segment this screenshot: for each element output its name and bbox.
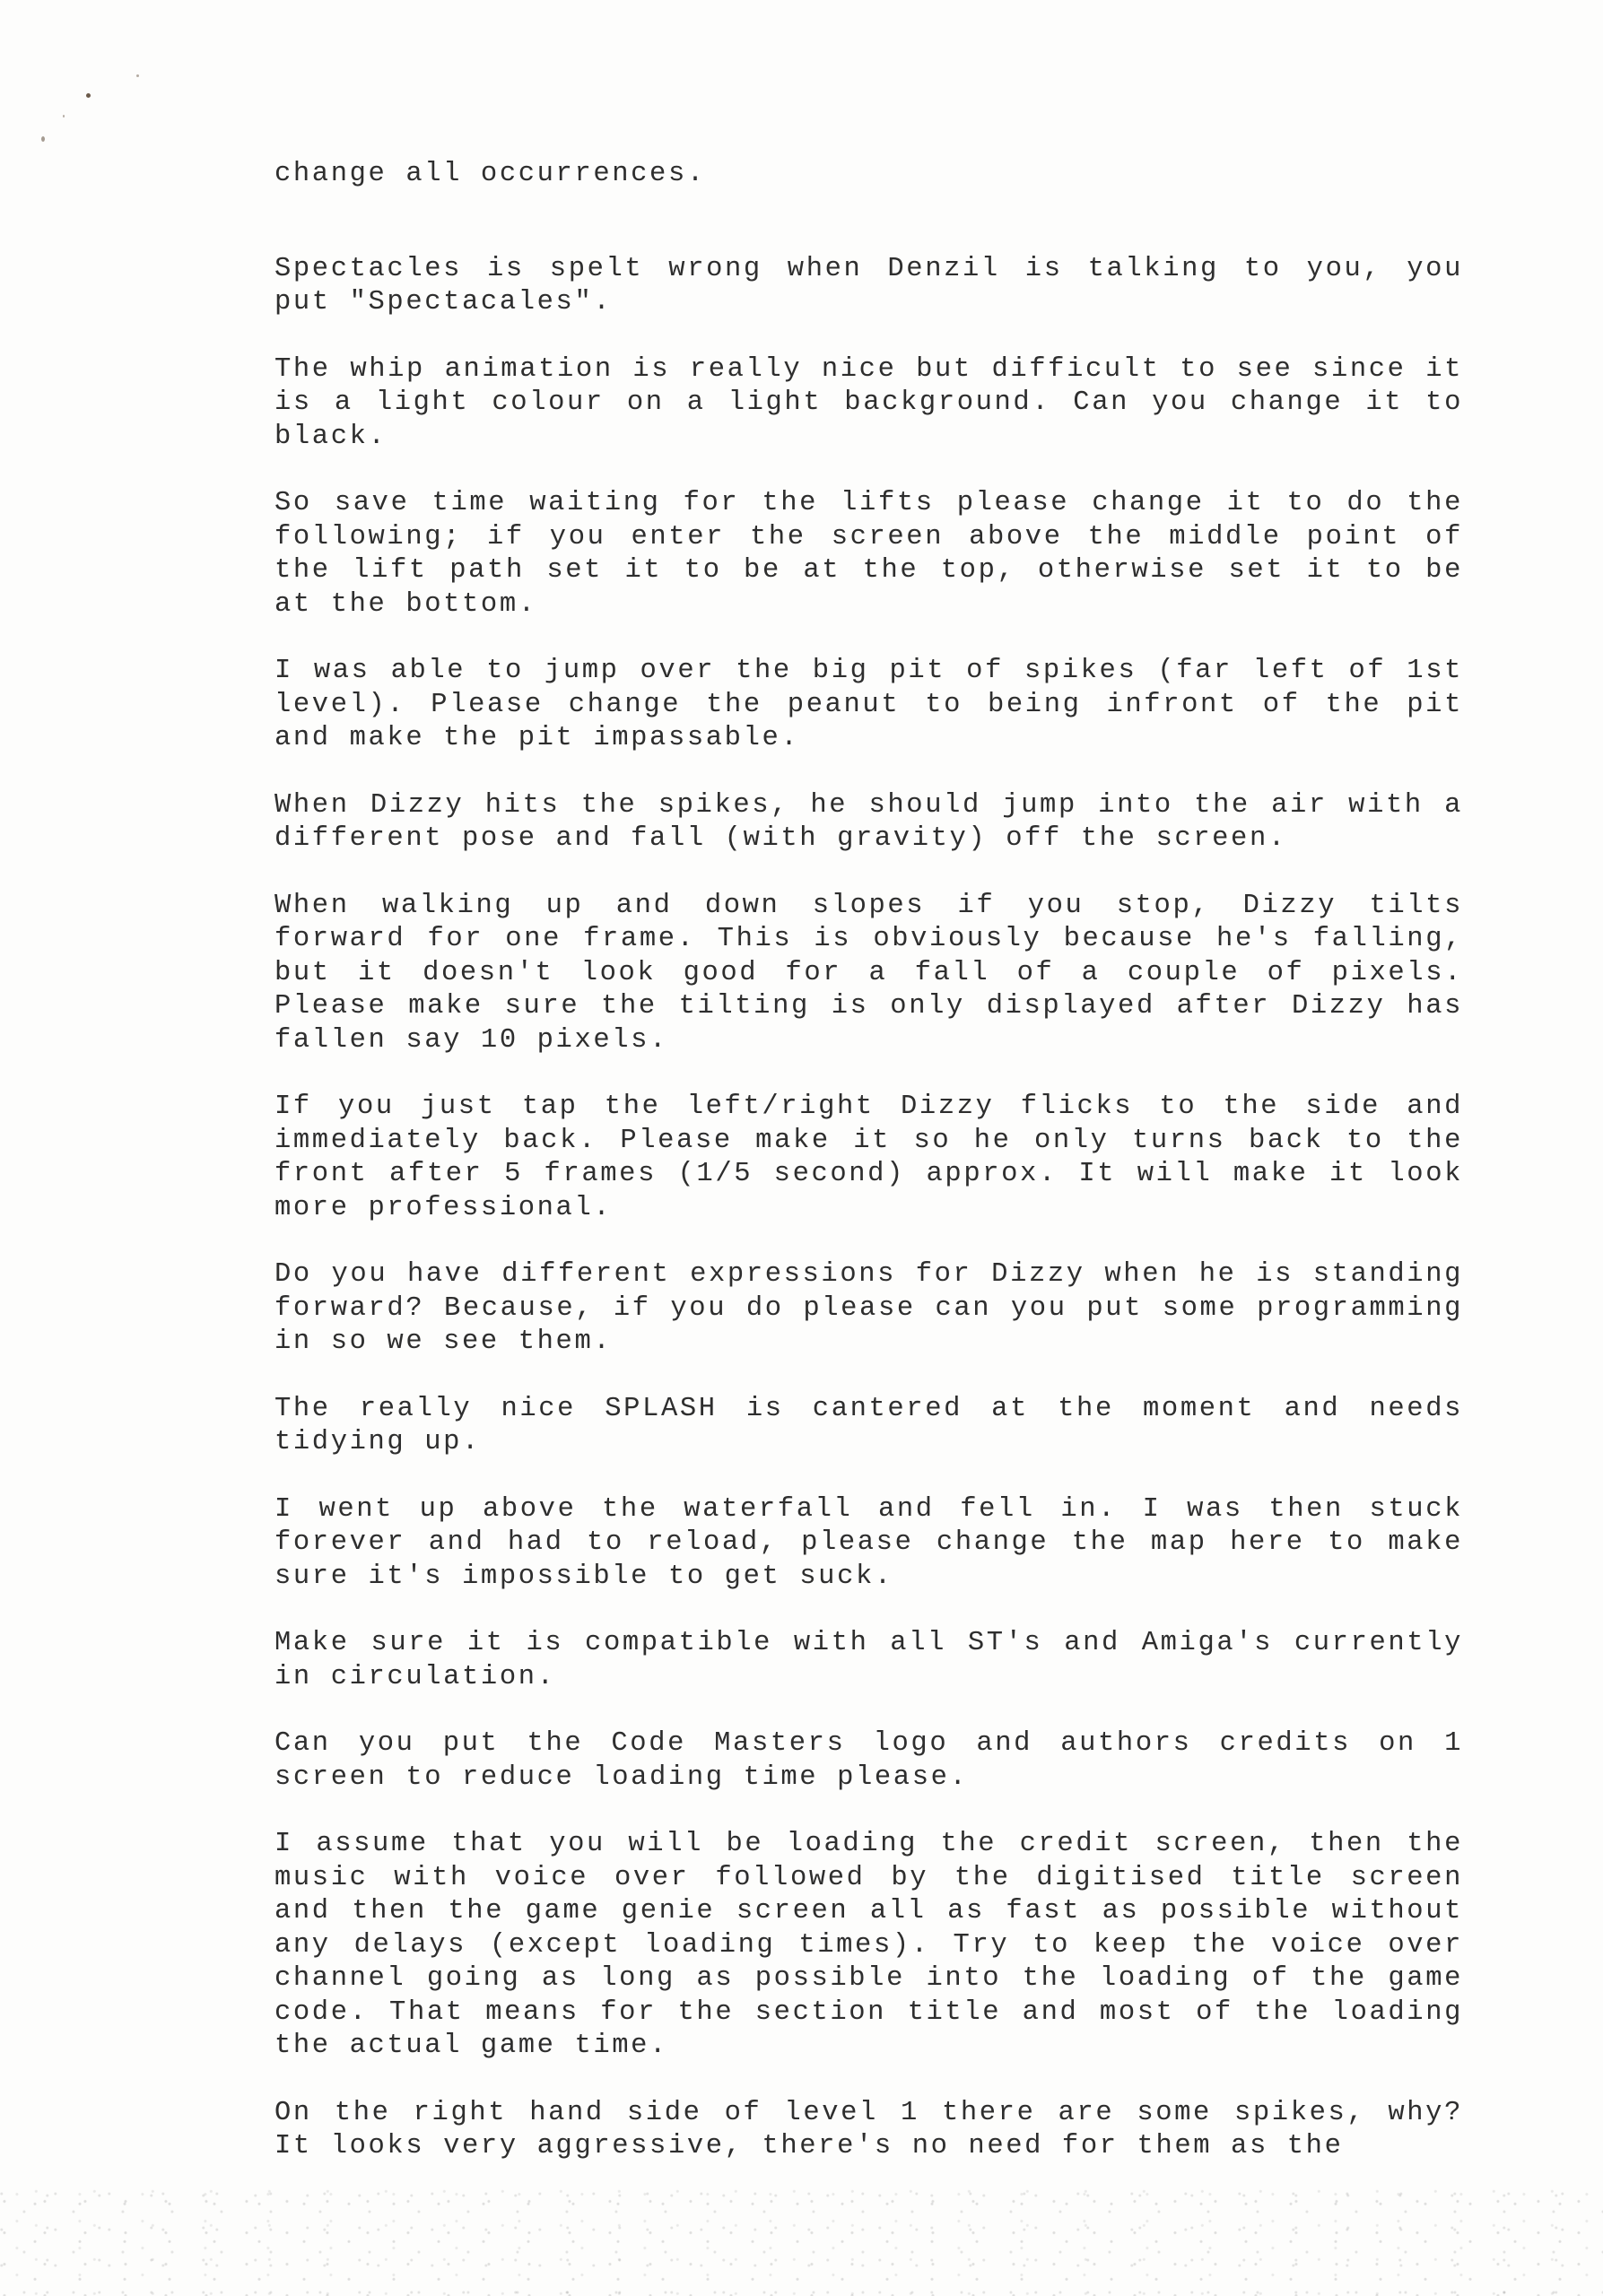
- paragraph: When walking up and down slopes if you stop, Dizzy tilts forward for one frame. This is obviously because he's falling, but it doesn't look good for a fall of a couple of pixels. Please make sure the tilting is only displayed after Dizzy has fallen say 10 pixels.: [274, 890, 1463, 1056]
- paragraph: So save time waiting for the lifts please change it to do the following; if you enter the screen above the middle point of the lift path set it to be at the top, otherwise set it to be at the bottom.: [274, 488, 1463, 620]
- paper-speck: [41, 136, 45, 142]
- paper-speck: [63, 115, 65, 117]
- paragraph: Can you put the Code Masters logo and authors credits on 1 screen to reduce loading time please.: [274, 1728, 1463, 1793]
- paragraph: change all occurrences.: [274, 159, 706, 189]
- paragraph: I assume that you will be loading the credit screen, then the music with voice over followed by the digitised title screen and then the game genie screen all as fast as possible without any delays (except loading times). Try to keep the voice over channel going as long as possible into the loading of the game code. That means for the section title and most of the loading the actual game time.: [274, 1829, 1463, 2061]
- paragraph: I went up above the waterfall and fell in. I was then stuck forever and had to reload, please change the map here to make sure it's impossible to get suck.: [274, 1493, 1463, 1592]
- paper-speck: [86, 93, 91, 98]
- letter-body: [274, 158, 1463, 2164]
- paragraph: If you just tap the left/right Dizzy flicks to the side and immediately back. Please make it so he only turns back to the front after 5 frames (1/5 second) approx. It will make it look more professional.: [274, 1091, 1463, 1223]
- paragraph: I was able to jump over the big pit of spikes (far left of 1st level). Please change the peanut to being infront of the pit and make the pit impassable.: [274, 656, 1463, 753]
- paragraph: Spectacles is spelt wrong when Denzil is talking to you, you put "Spectacales".: [274, 253, 1463, 317]
- paragraph: The really nice SPLASH is cantered at the moment and needs tidying up.: [274, 1393, 1463, 1457]
- paragraph: The whip animation is really nice but difficult to see since it is a light colour on a light background. Can you change it to black.: [274, 353, 1463, 452]
- paragraph: On the right hand side of level 1 there are some spikes, why? It looks very aggressive, there's no need for them as the: [274, 2097, 1463, 2161]
- paragraph: Make sure it is compatible with all ST's and Amiga's currently in circulation.: [274, 1628, 1463, 1692]
- paragraph: When Dizzy hits the spikes, he should jump into the air with a different pose and fall (with gravity) off the screen.: [274, 789, 1463, 854]
- paper-speck: [136, 74, 139, 77]
- scan-noise: [0, 2179, 1603, 2296]
- paragraph: Do you have different expressions for Dizzy when he is standing forward? Because, if you do please can you put some programming in so we see them.: [274, 1259, 1463, 1357]
